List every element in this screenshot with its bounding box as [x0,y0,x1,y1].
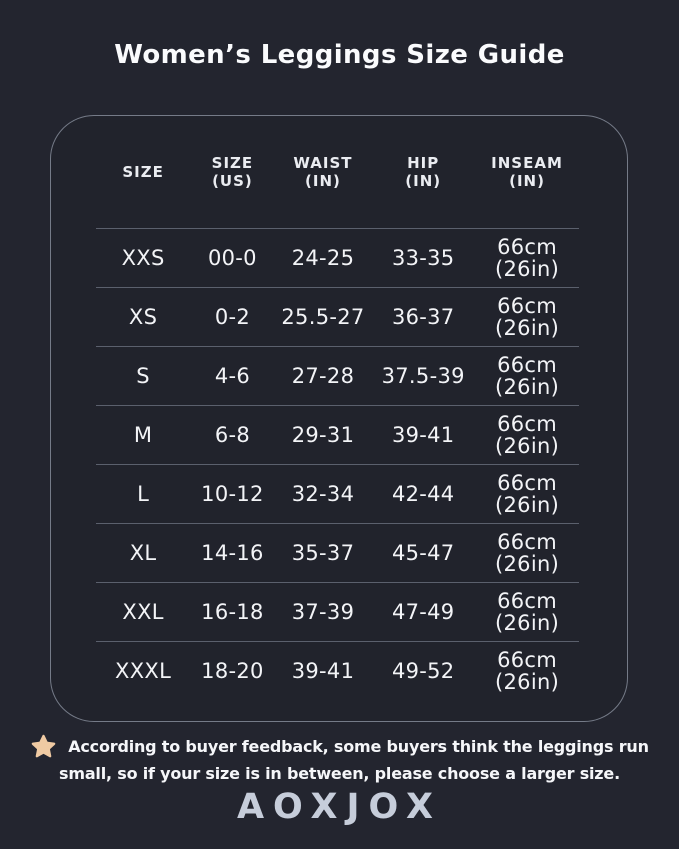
size-table [96,116,579,700]
column-header-hip [371,154,475,190]
size-us-cell: 10-12 [201,482,264,506]
inseam-cell: 66cm (26in) [495,352,560,399]
inseam-cell: 66cm (26in) [495,588,560,635]
table-row [96,229,579,288]
inseam-cell: 66cm (26in) [495,470,560,517]
star-icon [30,733,57,760]
waist-cell: 37-39 [291,600,355,624]
size-cell: XXL [122,600,164,624]
column-header-inseam [475,154,579,190]
size-cell: XXS [121,246,165,270]
note-text-line2: small, so if your size is in between, please choose a larger size. [59,764,620,783]
hip-cell: 49-52 [391,659,455,683]
hip-cell: 42-44 [391,482,455,506]
column-header-size-us [190,154,275,190]
header-line: SIZE [122,163,164,181]
waist-cell: 32-34 [291,482,355,506]
header-line: WAIST [293,154,353,172]
header-line: (US) [212,172,253,190]
size-us-cell: 4-6 [214,364,251,388]
size-us-cell: 6-8 [214,423,251,447]
inseam-cell: 66cm (26in) [495,647,560,694]
note-line-2 [0,761,679,786]
note-text-line1: According to buyer feedback, some buyers think the leggings run [68,737,649,756]
note-line-1 [0,733,679,760]
size-cell: S [136,364,150,388]
size-table-panel [50,115,628,722]
brand-logo: AOXJOX [236,787,443,827]
size-us-cell: 14-16 [201,541,264,565]
header-line: INSEAM [491,154,563,172]
waist-cell: 29-31 [291,423,355,447]
table-row [96,642,579,700]
hip-cell: 33-35 [391,246,455,270]
hip-cell: 37.5-39 [381,364,465,388]
waist-cell: 39-41 [291,659,355,683]
column-header-waist [275,154,372,190]
hip-cell: 36-37 [391,305,455,329]
size-us-cell: 0-2 [214,305,251,329]
size-cell: XL [129,541,157,565]
header-line: SIZE [211,154,254,172]
inseam-cell: 66cm (26in) [495,293,560,340]
table-row [96,347,579,406]
waist-cell: 25.5-27 [281,305,365,329]
header-line: HIP [407,154,440,172]
size-us-cell: 16-18 [201,600,264,624]
buyer-feedback-note [0,733,679,786]
table-row [96,465,579,524]
size-us-cell: 00-0 [207,246,257,270]
table-row [96,288,579,347]
size-cell: XXXL [115,659,172,683]
inseam-cell: 66cm (26in) [495,411,560,458]
size-cell: M [133,423,153,447]
page-title: Women’s Leggings Size Guide [114,40,565,70]
inseam-cell: 66cm (26in) [495,529,560,576]
hip-cell: 47-49 [391,600,455,624]
hip-cell: 39-41 [391,423,455,447]
waist-cell: 35-37 [291,541,355,565]
column-header-size [96,163,190,181]
table-row [96,406,579,465]
table-row [96,524,579,583]
header-line: (IN) [405,172,442,190]
size-cell: XS [128,305,158,329]
size-us-cell: 18-20 [201,659,264,683]
waist-cell: 24-25 [291,246,355,270]
table-row [96,583,579,642]
header-line: (IN) [305,172,341,190]
inseam-cell: 66cm (26in) [495,234,560,281]
size-cell: L [137,482,150,506]
table-header-row [96,116,579,229]
hip-cell: 45-47 [391,541,455,565]
header-line: (IN) [509,172,545,190]
waist-cell: 27-28 [291,364,355,388]
